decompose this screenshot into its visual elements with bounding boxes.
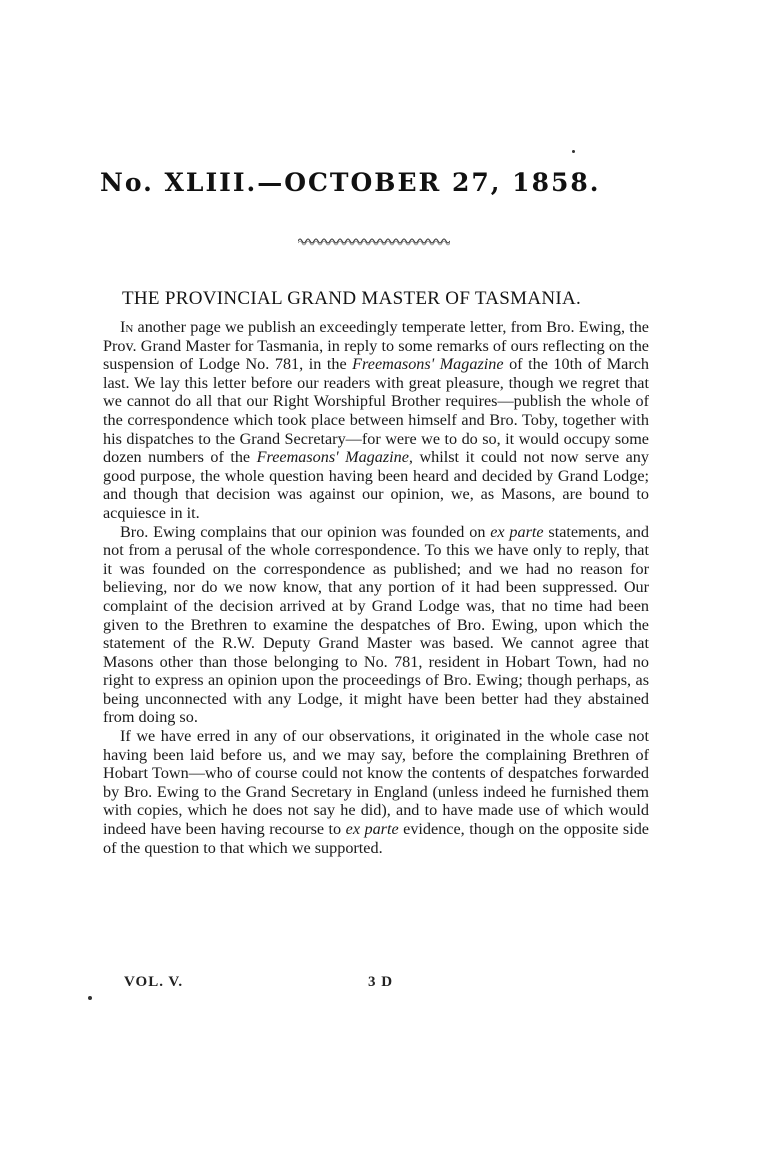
stray-dot-mark (572, 150, 575, 153)
italic-run: ex parte (345, 820, 399, 839)
signature-mark: 3 D (368, 974, 394, 990)
text-run: of the 10th of March last. We lay this letter before our readers with great pleasure, though we regret that we cannot do all that our Right Worshipful Brother requires—publish the whole of the correspondence which took place between himself and Bro. Toby, together with his dispatches to the Grand Secretary—for were we to do so, it would occupy some dozen numbers of the (103, 355, 649, 467)
text-run: If we have erred in any of our observations, it originated in the whole case not having been laid before us, and we may say, before the complaining Brethren of Hobart Town—who of course could not know the contents of despatches forwarded by Bro. Ewing to the Grand Secretary in England (unless indeed he furnished them with copies, which he does not say he did), and to have made use of which would indeed have been having recourse to (103, 727, 649, 839)
wavy-rule-ornament (298, 236, 450, 246)
volume-label: VOL. V. (124, 974, 184, 990)
issue-heading: No. XLIII.—OCTOBER 27, 1858. (100, 168, 601, 197)
italic-run: ex parte (490, 522, 544, 541)
stray-dot-mark (88, 996, 92, 1000)
paragraph-3 (103, 727, 649, 857)
text-run: another page we publish an exceedingly temperate letter, from Bro. Ewing, the Prov. Grand Master for Tasmania, in reply to some remarks of ours reflecting on the suspension of Lodge No. 781, in the (103, 318, 649, 374)
text-run: evidence, though on the opposite side of the question to that which we supported. (103, 820, 649, 857)
italic-run: Freemasons' Magazine, (256, 448, 413, 467)
text-run: whilst it could not now serve any good purpose, the whole question having been heard and decided by Grand Lodge; and though that decision was against our opinion, we, as Masons, are bound to acquiesce in it. (103, 448, 649, 522)
paragraph-2 (103, 523, 649, 728)
article-title: THE PROVINCIAL GRAND MASTER OF TASMANIA. (122, 288, 582, 309)
text-run: statements, and not from a perusal of the whole correspondence. To this we have only to reply, that it was founded on the correspondence as published; and we had no reason for believing, nor do we now know, that any portion of it had been suppressed. Our complaint of the decision arrived at by Grand Lodge was, that no time had been given to the Brethren to examine the despatches of Bro. Ewing, upon which the statement of the R.W. Deputy Grand Master was based. We cannot agree that Masons other than those belonging to No. 781, resident in Hobart Town, had no right to express an opinion upon the proceedings of Bro. Ewing; though perhaps, as being unconnected with any Lodge, it might have been better had they abstained from doing so. (103, 522, 649, 727)
italic-run: Freemasons' Magazine (352, 355, 504, 374)
text-run: Bro. Ewing complains that our opinion was founded on (120, 522, 491, 541)
drop-initial: In (120, 318, 134, 336)
article-body (103, 318, 649, 857)
paragraph-1 (103, 318, 649, 523)
